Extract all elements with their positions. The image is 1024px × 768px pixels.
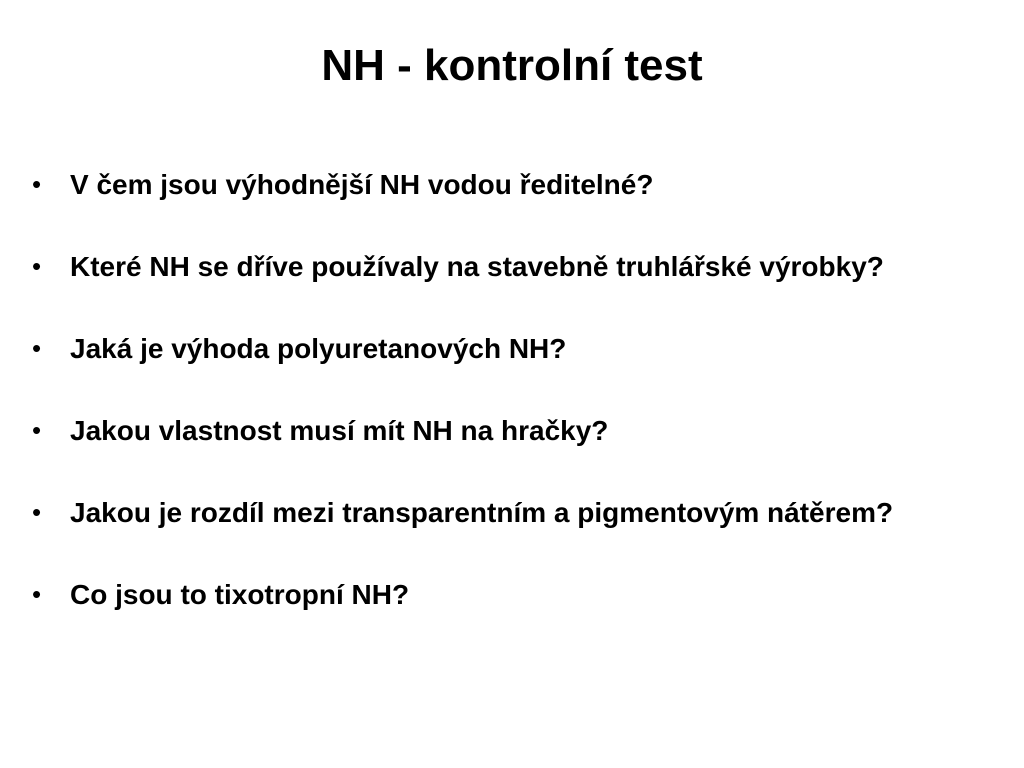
question-list [30,168,950,611]
list-item-text: V čem jsou výhodnější NH vodou ředitelné? [70,169,654,200]
list-item-text: Jaká je výhoda polyuretanových NH? [70,333,567,364]
slide-title: NH - kontrolní test [321,41,703,90]
list-item [30,578,950,611]
bullet-icon: • [32,251,42,281]
bullet-icon: • [32,497,42,527]
bullet-icon: • [32,169,42,199]
list-item [30,332,950,365]
bullet-icon: • [32,415,42,445]
list-item [30,168,950,201]
list-item-text: Co jsou to tixotropní NH? [70,579,410,610]
list-item-text: Které NH se dříve používaly na stavebně truhlářské výrobky? [70,251,884,282]
list-item-text: Jakou vlastnost musí mít NH na hračky? [70,415,609,446]
list-item-text: Jakou je rozdíl mezi transparentním a pigmentovým nátěrem? [70,497,894,528]
bullet-icon: • [32,333,42,363]
bullet-icon: • [32,579,42,609]
list-item [30,250,950,283]
list-item [30,496,950,529]
list-item [30,414,950,447]
